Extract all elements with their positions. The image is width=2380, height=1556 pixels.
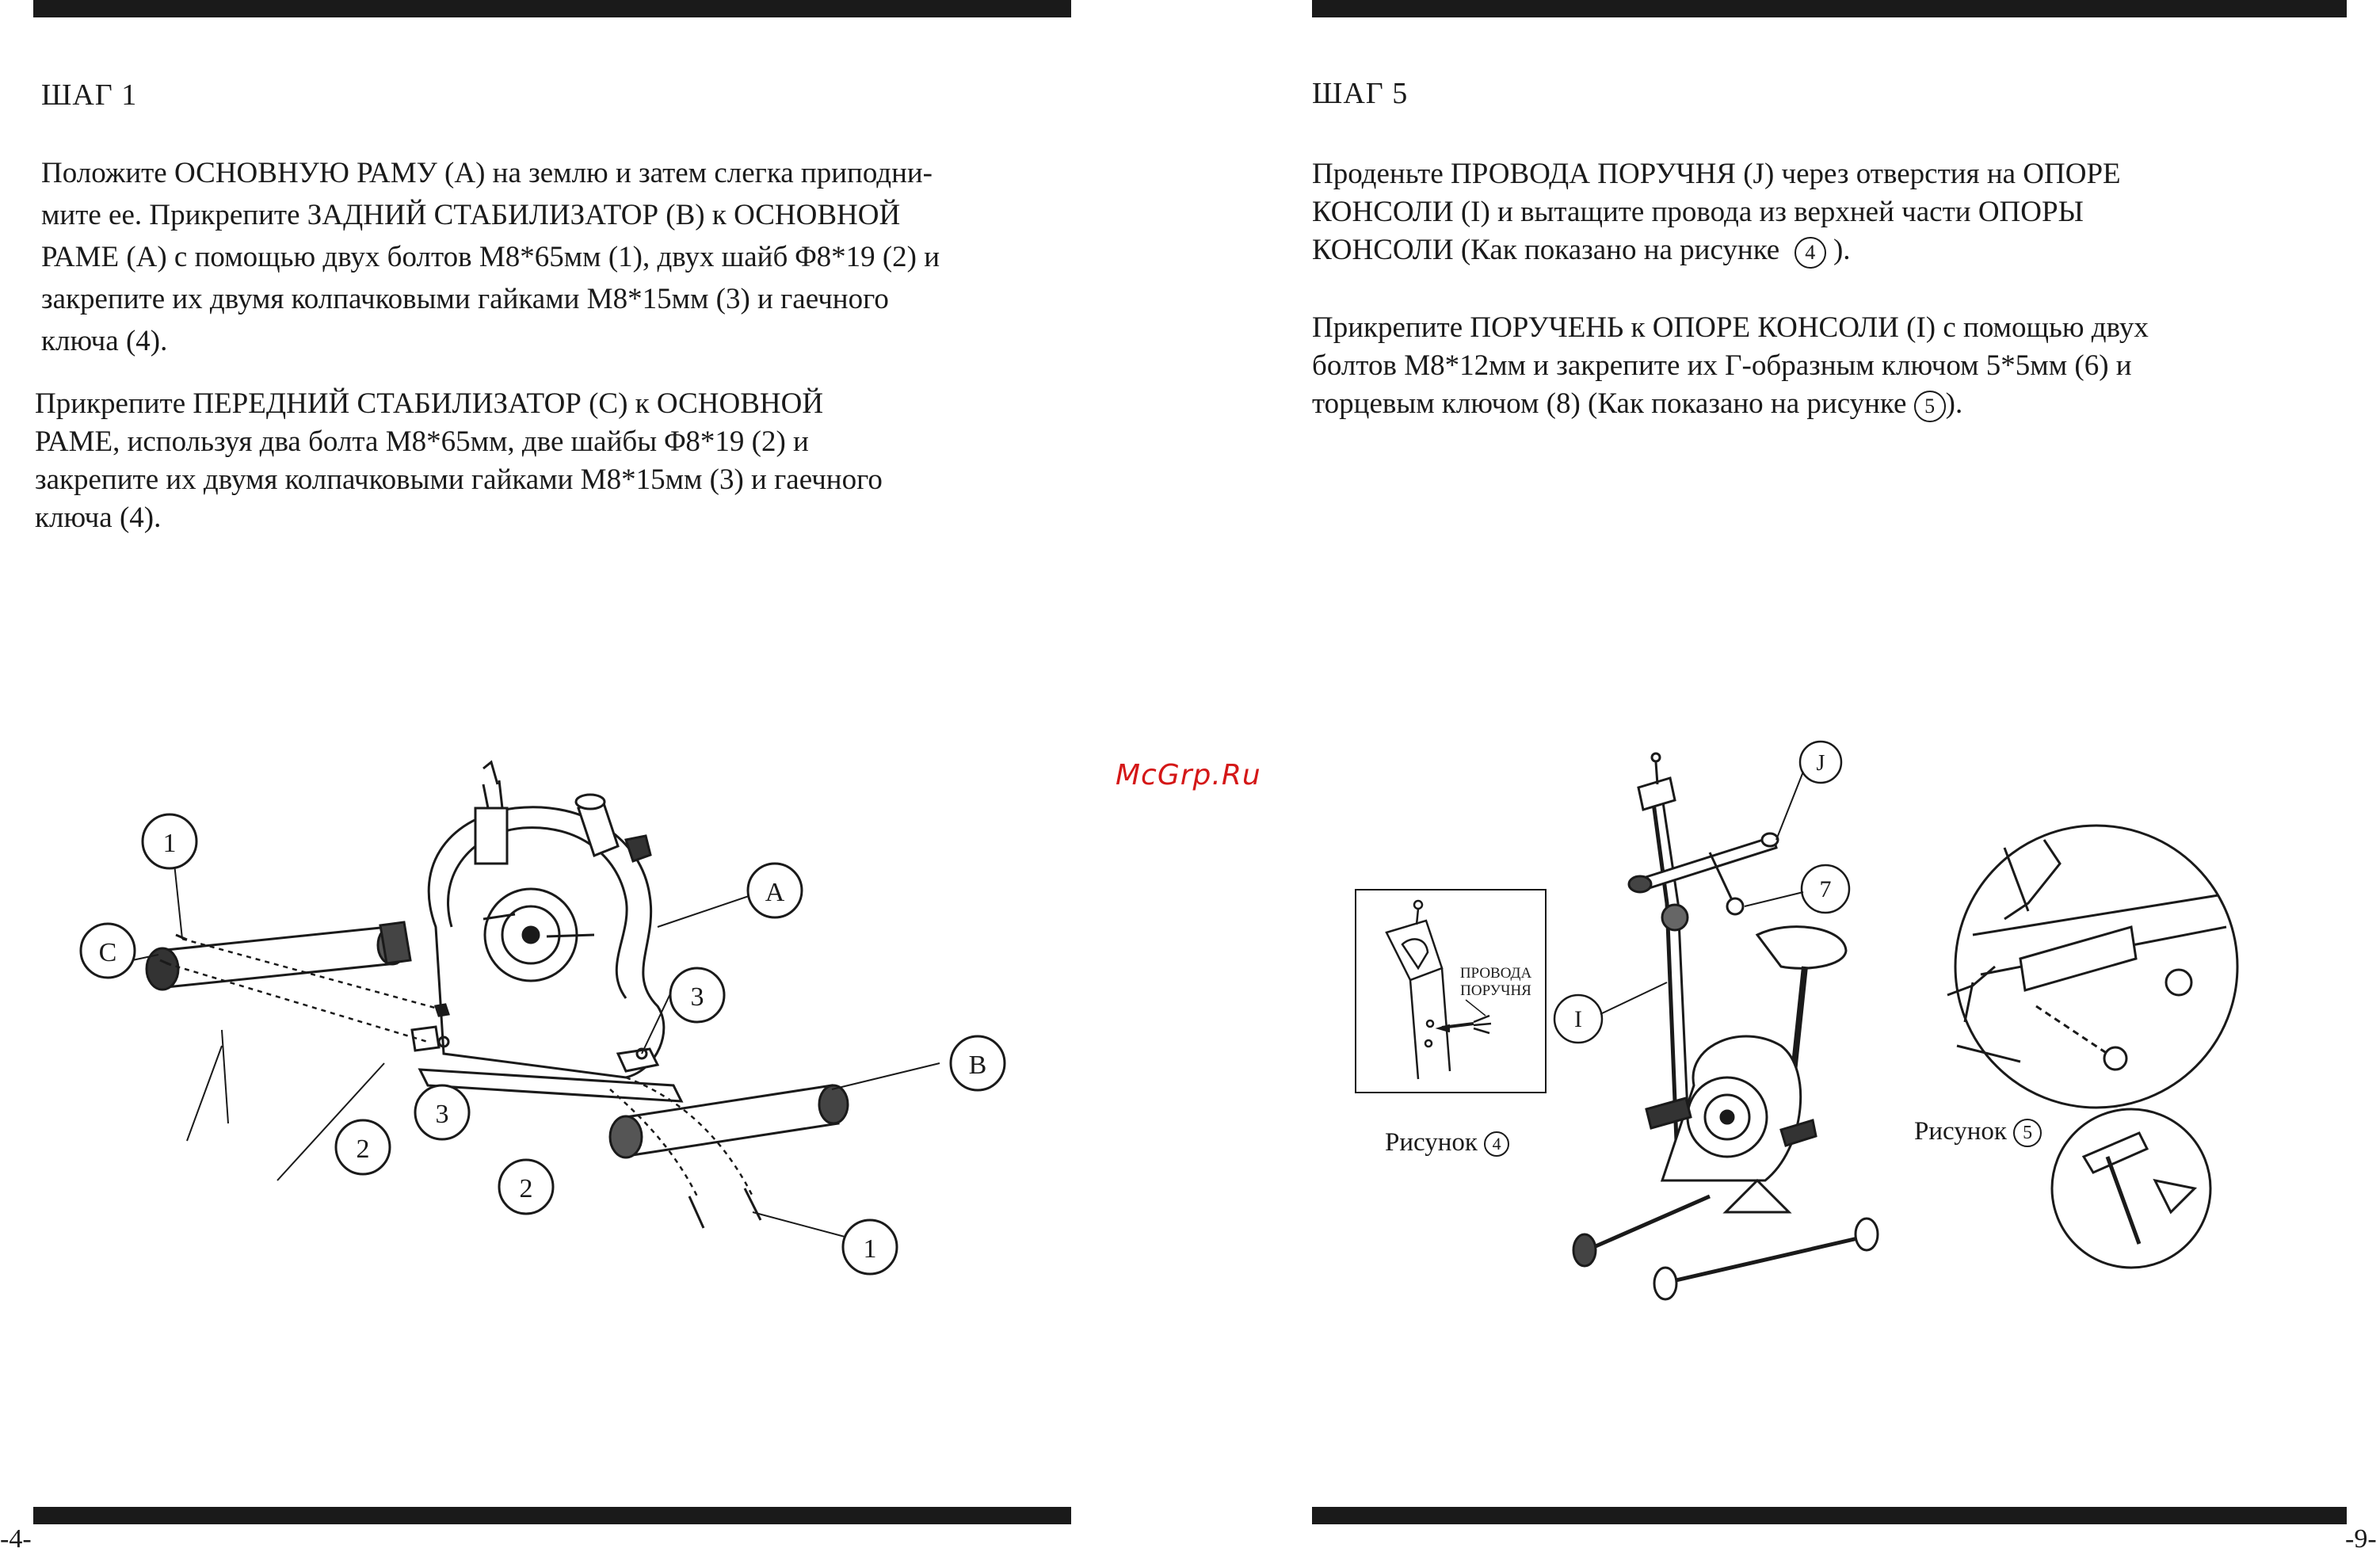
step5-paragraph-1 <box>1312 155 2121 269</box>
step5-bike-diagram <box>1551 737 1932 1307</box>
caption-text: Рисунок <box>1385 1128 1478 1157</box>
text-line: РАМЕ, используя два болта М8*65мм, две шайбы Φ8*19 (2) и <box>35 425 809 458</box>
text-line: Положите ОСНОВНУЮ РАМУ (A) на землю и затем слегка приподни- <box>41 157 933 189</box>
callout-c <box>81 924 135 978</box>
text-line: болтов М8*12мм и закрепите их Г-образным ключом 5*5мм (6) и <box>1312 349 2132 382</box>
callout-7 <box>1802 865 1849 913</box>
text-line: мите ее. Прикрепите ЗАДНИЙ СТАБИЛИЗАТОР (B) к ОСНОВНОЙ <box>41 199 901 231</box>
figure-ref-5: 5 <box>2013 1119 2042 1147</box>
step1-paragraph-1 <box>41 152 940 362</box>
callout-label: A <box>765 878 785 907</box>
step-title: ШАГ 5 <box>1312 77 1409 110</box>
left-page <box>0 0 1093 1556</box>
figure-4-inset <box>1355 889 1548 1095</box>
callout-3-left <box>415 1085 469 1139</box>
watermark: McGrp.Ru <box>1116 759 1261 791</box>
figure-ref-4: 4 <box>1484 1131 1509 1157</box>
callout-label: B <box>968 1051 987 1080</box>
figure-ref-5: 5 <box>1914 391 1946 422</box>
text-line-end: ). <box>1833 234 1851 266</box>
inset-label-line1: ПРОВОДА <box>1459 965 1532 982</box>
callout-label: 1 <box>863 1234 877 1264</box>
callout-label: 2 <box>519 1174 533 1203</box>
front-stabilizer <box>147 922 410 990</box>
main-frame <box>412 762 681 1101</box>
step5-paragraph-2 <box>1312 309 2149 423</box>
callout-1-bottom <box>843 1220 897 1274</box>
text-line: закрепите их двумя колпачковыми гайками М8*15мм (3) и гаечного <box>41 283 889 315</box>
text-line: КОНСОЛИ (I) и вытащите провода из верхней части ОПОРЫ <box>1312 196 2084 228</box>
text-line: Проденьте ПРОВОДА ПОРУЧНЯ (J) через отверстия на ОПОРЕ <box>1312 158 2121 190</box>
callout-label: I <box>1574 1006 1582 1032</box>
right-page <box>1299 0 2380 1556</box>
callout-a <box>748 864 802 917</box>
text-line <box>1312 385 2149 423</box>
callout-2-left <box>336 1120 390 1174</box>
inset-label-line2: ПОРУЧНЯ <box>1460 982 1531 999</box>
figure-5-caption <box>1914 1117 2042 1147</box>
figure-ref-4: 4 <box>1795 237 1826 269</box>
step-title: ШАГ 1 <box>41 78 138 112</box>
text-line: ключа (4). <box>35 502 162 534</box>
callout-j <box>1800 742 1841 783</box>
text-line: Прикрепите ПОРУЧЕНЬ к ОПОРЕ КОНСОЛИ (I) с помощью двух <box>1312 311 2149 344</box>
callout-3-right <box>670 968 724 1022</box>
callout-label: C <box>98 938 117 967</box>
callout-b <box>951 1036 1005 1090</box>
callout-label: 3 <box>690 982 704 1012</box>
step1-paragraph-2 <box>35 385 883 537</box>
text-line-start: КОНСОЛИ (Как показано на рисунке <box>1312 234 1780 266</box>
text-line <box>1312 231 2121 269</box>
text-line-end: ). <box>1945 387 1963 420</box>
text-line: закрепите их двумя колпачковыми гайками М8*15мм (3) и гаечного <box>35 463 883 496</box>
callout-label: 2 <box>356 1135 370 1164</box>
figure-5-magnified-views <box>1925 816 2226 1291</box>
callout-label: 7 <box>1819 876 1832 902</box>
page-number: -4- <box>0 1524 32 1554</box>
text-line-start: торцевым ключом (8) (Как показано на рисунке <box>1312 387 1907 420</box>
callout-label: J <box>1816 751 1825 776</box>
callout-1-top <box>143 814 196 868</box>
page-number: -9- <box>2345 1524 2377 1554</box>
text-line: РАМЕ (A) с помощью двух болтов М8*65мм (1), двух шайб Φ8*19 (2) и <box>41 241 940 273</box>
callout-label: 1 <box>162 829 177 858</box>
text-line: ключа (4). <box>41 325 168 357</box>
figure-4-caption <box>1385 1128 1509 1157</box>
callout-2-mid <box>499 1160 553 1214</box>
text-line: Прикрепите ПЕРЕДНИЙ СТАБИЛИЗАТОР (C) к ОСНОВНОЙ <box>35 387 824 420</box>
caption-text: Рисунок <box>1914 1117 2007 1146</box>
step1-assembly-diagram <box>71 737 1085 1307</box>
callout-i <box>1554 995 1602 1043</box>
callout-label: 3 <box>435 1100 449 1129</box>
